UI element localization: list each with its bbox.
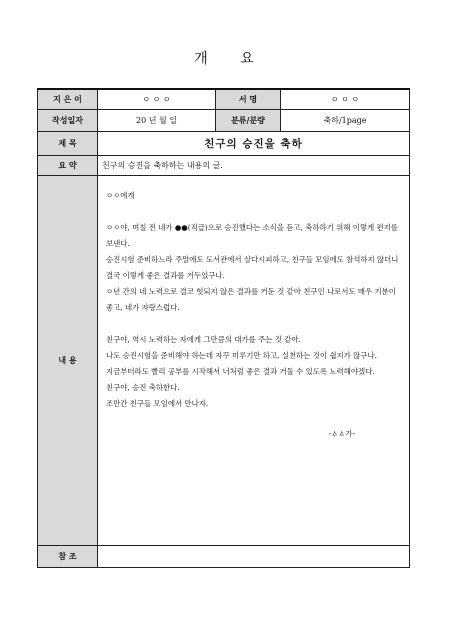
letter-paragraph: 친구야, 승진 축하한다. (106, 382, 180, 392)
reference-label: 참 조 (38, 545, 98, 567)
letter-paragraph: ㅇ년 간의 네 노력으로 결코 헛되지 않은 결과를 거둔 것 같아 친구인 나로서도 매우 기분이 좋고, 네가 자랑스럽다. (106, 286, 396, 312)
letter-paragraph: 지금부터라도 빨리 공부를 시작해서 너처럼 좋은 결과 거둘 수 있도록 노력해야겠다. (106, 366, 375, 376)
document-title (0, 48, 450, 68)
letter-paragraph: 조만간 친구들 모임에서 만나자. (106, 398, 209, 408)
summary-value: 친구의 승진을 축하하는 내용의 글. (98, 155, 410, 175)
letter-greeting: ㅇㅇ에게 (106, 190, 135, 200)
reference-value (98, 545, 410, 567)
title-char: 요 (240, 51, 256, 67)
letter-paragraph: ㅇㅇ야, 며칠 전 네가 ●●(직급)으로 승진했다는 소식을 듣고, 축하하기 위해 이렇게 편지를 보낸다. (106, 222, 398, 248)
category-label: 분류/분량 (216, 109, 281, 131)
date-label: 작성일자 (38, 109, 98, 131)
author-label: 지 은 이 (38, 89, 98, 109)
letter-paragraph: 나도 승진시험을 준비해야 하는데 자꾸 미루기만 하고, 실천하는 것이 쉽지가 않구나. (106, 350, 377, 360)
document-table (37, 88, 410, 568)
sign-label: 서 명 (216, 89, 281, 109)
letter-paragraph: 승진시험 준비하느라 주말에도 도서관에서 살다시피하고, 친구들 모임에도 참석하지 않더니 결국 이렇게 좋은 결과를 거두었구나. (106, 254, 399, 280)
content-body (98, 175, 410, 545)
category-value: 축하/1page (281, 109, 410, 131)
subject-value: 친구의 승진을 축하 (98, 131, 410, 155)
sign-value: ㅇ ㅇ ㅇ (281, 89, 410, 109)
date-value: 20 년 월 일 (98, 109, 216, 131)
author-value: ㅇ ㅇ ㅇ (98, 89, 216, 109)
letter-paragraph: 친구야, 역시 노력하는 자에게 그만큼의 대가를 주는 것 같아. (106, 334, 301, 344)
content-label: 내 용 (38, 175, 98, 545)
subject-label: 제 목 (38, 131, 98, 155)
letter-signature: -ㅿㅿ가- (328, 428, 355, 438)
summary-label: 요 약 (38, 155, 98, 175)
title-char: 개 (194, 51, 210, 67)
